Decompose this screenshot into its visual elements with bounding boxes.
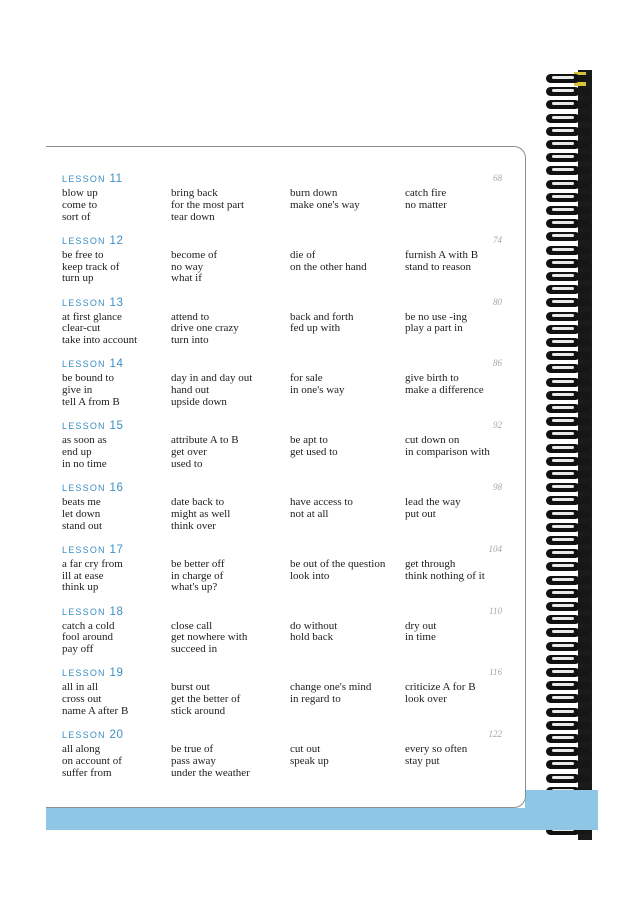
phrase-column xyxy=(62,559,123,594)
phrase: every so often xyxy=(405,743,468,756)
phrase: what if xyxy=(171,272,202,285)
phrase: in regard to xyxy=(290,693,341,706)
binding-coil xyxy=(544,404,590,413)
lesson-page-number: 98 xyxy=(493,482,502,492)
binding-coil xyxy=(544,351,590,360)
phrase: end up xyxy=(62,445,92,458)
phrase: pay off xyxy=(62,643,94,656)
phrase: do without xyxy=(290,619,338,632)
binding-coil xyxy=(544,259,590,268)
lesson-number: 14 xyxy=(109,358,124,371)
lesson-heading xyxy=(62,297,124,309)
lesson-label: LESSON xyxy=(62,235,106,246)
phrase: under the weather xyxy=(171,766,250,779)
phrase-column xyxy=(171,312,239,347)
contents-card xyxy=(46,146,526,808)
phrase: in time xyxy=(405,631,436,644)
phrase: stick around xyxy=(171,704,226,717)
phrase: in one's way xyxy=(290,384,345,397)
phrase: catch fire xyxy=(405,187,447,199)
phrase: change one's mind xyxy=(290,681,372,694)
phrase: suffer from xyxy=(62,766,112,779)
phrase: fed up with xyxy=(290,322,341,335)
phrase-column xyxy=(290,744,329,768)
phrase: have access to xyxy=(290,496,353,508)
lesson-heading xyxy=(62,482,124,494)
phrase: let down xyxy=(62,507,101,520)
phrase-column xyxy=(405,744,467,768)
phrase-column xyxy=(405,373,484,397)
phrase: turn into xyxy=(171,334,209,347)
binding-coil xyxy=(544,655,590,664)
binding-coil xyxy=(544,457,590,466)
phrase: date back to xyxy=(171,496,225,508)
lesson-page-number: 110 xyxy=(489,605,502,616)
binding-coil xyxy=(544,325,590,334)
phrase-column xyxy=(405,312,467,336)
phrase-column xyxy=(290,497,353,521)
binding-coil xyxy=(544,628,590,637)
phrase: a far cry from xyxy=(62,557,123,570)
phrase-column xyxy=(290,435,338,459)
binding-coil xyxy=(544,760,590,769)
phrase: make one's way xyxy=(290,198,360,211)
lesson-number: 17 xyxy=(109,543,124,556)
phrase-column xyxy=(405,188,447,212)
phrase: ill at ease xyxy=(62,569,104,582)
lesson-label: LESSON xyxy=(62,359,106,370)
binding-coil xyxy=(544,708,590,717)
binding-coil xyxy=(544,615,590,624)
phrase: take into account xyxy=(62,334,138,347)
phrase-column xyxy=(171,188,244,223)
binding-coil xyxy=(544,298,590,307)
phrase: no matter xyxy=(405,198,447,211)
lesson-page-number: 122 xyxy=(488,729,502,740)
lesson-number: 16 xyxy=(109,482,124,494)
phrase: burst out xyxy=(171,681,210,694)
phrase-column xyxy=(171,250,217,285)
phrase: stand out xyxy=(62,519,103,532)
phrase: for sale xyxy=(290,372,323,385)
phrase: all in all xyxy=(62,681,99,694)
lesson-number: 11 xyxy=(109,173,123,185)
phrase: look into xyxy=(290,569,330,582)
lesson-heading xyxy=(62,606,124,618)
phrase: get through xyxy=(405,557,456,570)
phrase: think up xyxy=(62,581,99,594)
binding-coil xyxy=(544,470,590,479)
phrase: blow up xyxy=(62,187,98,199)
binding-coil xyxy=(544,576,590,585)
phrase-column xyxy=(290,250,367,274)
lesson-heading xyxy=(62,544,124,556)
phrase-column xyxy=(171,497,230,532)
phrase: get the better of xyxy=(171,693,241,706)
binding-coil xyxy=(544,496,590,505)
phrase-column xyxy=(171,373,252,408)
phrase: upside down xyxy=(171,395,227,408)
phrase: speak up xyxy=(290,754,329,767)
lesson-number: 13 xyxy=(109,296,124,309)
phrase: used to xyxy=(171,457,203,470)
binding-coil xyxy=(544,694,590,703)
phrase-column xyxy=(290,621,337,645)
binding-coil xyxy=(544,378,590,387)
phrase-column xyxy=(405,621,436,645)
lesson-page-number: 74 xyxy=(493,234,502,245)
lesson-page-number: 92 xyxy=(493,420,502,431)
phrase: close call xyxy=(171,619,213,632)
phrase-column xyxy=(171,744,250,779)
phrase-column xyxy=(62,373,120,408)
binding-coil xyxy=(544,681,590,690)
lesson-page-number: 116 xyxy=(489,667,502,678)
binding-coil xyxy=(544,87,590,96)
phrase: give in xyxy=(62,384,93,397)
phrase: keep track of xyxy=(62,260,120,273)
lesson-heading xyxy=(62,235,124,247)
phrase-column xyxy=(62,435,107,470)
phrase: play a part in xyxy=(405,322,463,335)
blue-strip-bottom xyxy=(46,808,598,830)
phrase-column xyxy=(171,559,225,594)
lesson-page-number: 80 xyxy=(493,296,502,307)
spiral-binding xyxy=(544,70,594,840)
phrase: hand out xyxy=(171,384,210,397)
lesson-label: LESSON xyxy=(62,421,106,432)
phrase-column xyxy=(290,373,345,397)
lesson-label: LESSON xyxy=(62,297,106,308)
phrase: attribute A to B xyxy=(171,434,239,447)
phrase: think nothing of it xyxy=(405,569,485,582)
lesson-heading xyxy=(62,729,124,741)
phrase-column xyxy=(62,312,137,347)
phrase-column xyxy=(62,250,119,285)
phrase: make a difference xyxy=(405,384,484,397)
lesson-page-number: 86 xyxy=(493,358,502,369)
phrase: beats me xyxy=(62,496,101,508)
binding-coil xyxy=(544,444,590,453)
phrase-column xyxy=(62,188,98,223)
phrase: succeed in xyxy=(171,643,218,656)
phrase: day in and day out xyxy=(171,372,253,385)
phrase: look over xyxy=(405,693,447,706)
phrase: think over xyxy=(171,519,216,532)
lesson-page-number: 68 xyxy=(493,173,502,183)
binding-coil xyxy=(544,232,590,241)
binding-coil xyxy=(544,602,590,611)
phrase: what's up? xyxy=(171,581,218,594)
phrase: catch a cold xyxy=(62,619,115,632)
phrase-column xyxy=(171,682,240,717)
binding-coil xyxy=(544,74,590,83)
lesson-page-number: 104 xyxy=(488,543,502,554)
lesson-heading xyxy=(62,420,124,432)
binding-coil xyxy=(544,206,590,215)
phrase: get nowhere with xyxy=(171,631,248,644)
phrase: drive one crazy xyxy=(171,322,239,335)
binding-coil xyxy=(544,721,590,730)
phrase: put out xyxy=(405,507,436,520)
phrase: cross out xyxy=(62,693,102,706)
phrase: pass away xyxy=(171,754,216,767)
phrase-column xyxy=(171,435,239,470)
phrase: be free to xyxy=(62,248,104,261)
phrase: be out of the question xyxy=(290,557,386,570)
phrase: back and forth xyxy=(290,310,354,323)
phrase: might as well xyxy=(171,507,231,520)
phrase: furnish A with B xyxy=(405,248,479,261)
phrase: attend to xyxy=(171,310,210,323)
phrase: criticize A for B xyxy=(405,681,476,694)
binding-coil xyxy=(544,153,590,162)
binding-coil xyxy=(544,391,590,400)
phrase: die of xyxy=(290,248,316,261)
phrase: stay put xyxy=(405,754,440,767)
binding-coil xyxy=(544,417,590,426)
phrase: in comparison with xyxy=(405,445,490,458)
phrase: stand to reason xyxy=(405,260,471,273)
phrase: in charge of xyxy=(171,569,224,582)
binding-coil xyxy=(544,338,590,347)
phrase-column xyxy=(62,621,115,656)
lesson-number: 18 xyxy=(109,605,124,618)
phrase-column xyxy=(405,559,485,583)
binding-coil xyxy=(544,642,590,651)
phrase: become of xyxy=(171,248,218,261)
lesson-label: LESSON xyxy=(62,174,106,184)
lesson-label: LESSON xyxy=(62,668,106,679)
binding-coil xyxy=(544,523,590,532)
phrase-column xyxy=(171,621,247,656)
binding-coil xyxy=(544,483,590,492)
phrase: cut down on xyxy=(405,434,460,447)
lesson-label: LESSON xyxy=(62,483,106,493)
binding-coil xyxy=(544,127,590,136)
phrase-column xyxy=(405,497,461,521)
phrase: burn down xyxy=(290,187,338,199)
phrase: no way xyxy=(171,260,204,273)
phrase: for the most part xyxy=(171,198,245,211)
lesson-label: LESSON xyxy=(62,544,106,555)
binding-coil xyxy=(544,193,590,202)
phrase-column xyxy=(62,497,102,532)
binding-coil xyxy=(544,246,590,255)
phrase: clear-cut xyxy=(62,322,101,335)
phrase: get over xyxy=(171,445,207,458)
lesson-heading xyxy=(62,667,124,679)
binding-coil xyxy=(544,549,590,558)
phrase: at first glance xyxy=(62,310,122,323)
lesson-label: LESSON xyxy=(62,606,106,617)
binding-coil xyxy=(544,536,590,545)
phrase: in no time xyxy=(62,457,107,470)
lesson-number: 12 xyxy=(109,234,124,247)
phrase: give birth to xyxy=(405,372,459,385)
phrase: be better off xyxy=(171,557,225,570)
lesson-heading xyxy=(62,358,124,370)
phrase: lead the way xyxy=(405,496,461,508)
phrase: bring back xyxy=(171,187,218,199)
phrase: sort of xyxy=(62,210,91,223)
phrase: fool around xyxy=(62,631,114,644)
phrase: be true of xyxy=(171,743,214,756)
binding-coil xyxy=(544,589,590,598)
binding-coil xyxy=(544,364,590,373)
binding-coil xyxy=(544,510,590,519)
binding-coil xyxy=(544,219,590,228)
phrase: dry out xyxy=(405,619,437,632)
lesson-number: 15 xyxy=(109,420,124,433)
binding-coil xyxy=(544,166,590,175)
phrase-column xyxy=(62,744,122,779)
phrase: as soon as xyxy=(62,434,107,447)
phrase-column xyxy=(290,559,385,583)
phrase: all along xyxy=(62,743,101,756)
phrase: tear down xyxy=(171,210,215,223)
binding-coil xyxy=(544,668,590,677)
lesson-label: LESSON xyxy=(62,730,106,741)
binding-coil xyxy=(544,774,590,783)
binding-coil xyxy=(544,562,590,571)
binding-coil xyxy=(544,140,590,149)
phrase-column xyxy=(290,312,354,336)
binding-coil xyxy=(544,114,590,123)
phrase-column xyxy=(405,682,476,706)
phrase: on the other hand xyxy=(290,260,367,273)
binding-coil xyxy=(544,285,590,294)
phrase: be bound to xyxy=(62,372,114,385)
phrase: turn up xyxy=(62,272,94,285)
phrase-column xyxy=(62,682,128,717)
phrase-column xyxy=(405,250,478,274)
phrase: not at all xyxy=(290,507,329,520)
binding-coil xyxy=(544,734,590,743)
phrase: get used to xyxy=(290,445,338,458)
lesson-number: 20 xyxy=(109,729,124,742)
lesson-number: 19 xyxy=(109,667,124,680)
phrase: cut out xyxy=(290,743,321,756)
binding-coil xyxy=(544,272,590,281)
phrase-column xyxy=(290,188,360,212)
binding-coil xyxy=(544,180,590,189)
binding-coil xyxy=(544,100,590,109)
phrase: hold back xyxy=(290,631,334,644)
phrase-column xyxy=(405,435,490,459)
binding-coil xyxy=(544,312,590,321)
binding-coil xyxy=(544,430,590,439)
phrase: come to xyxy=(62,198,98,211)
phrase: be no use -ing xyxy=(405,310,468,323)
phrase: tell A from B xyxy=(62,395,120,408)
phrase-column xyxy=(290,682,371,706)
phrase: name A after B xyxy=(62,704,129,717)
lesson-heading xyxy=(62,173,123,185)
phrase: be apt to xyxy=(290,434,328,447)
phrase: on account of xyxy=(62,754,122,767)
binding-coil xyxy=(544,747,590,756)
